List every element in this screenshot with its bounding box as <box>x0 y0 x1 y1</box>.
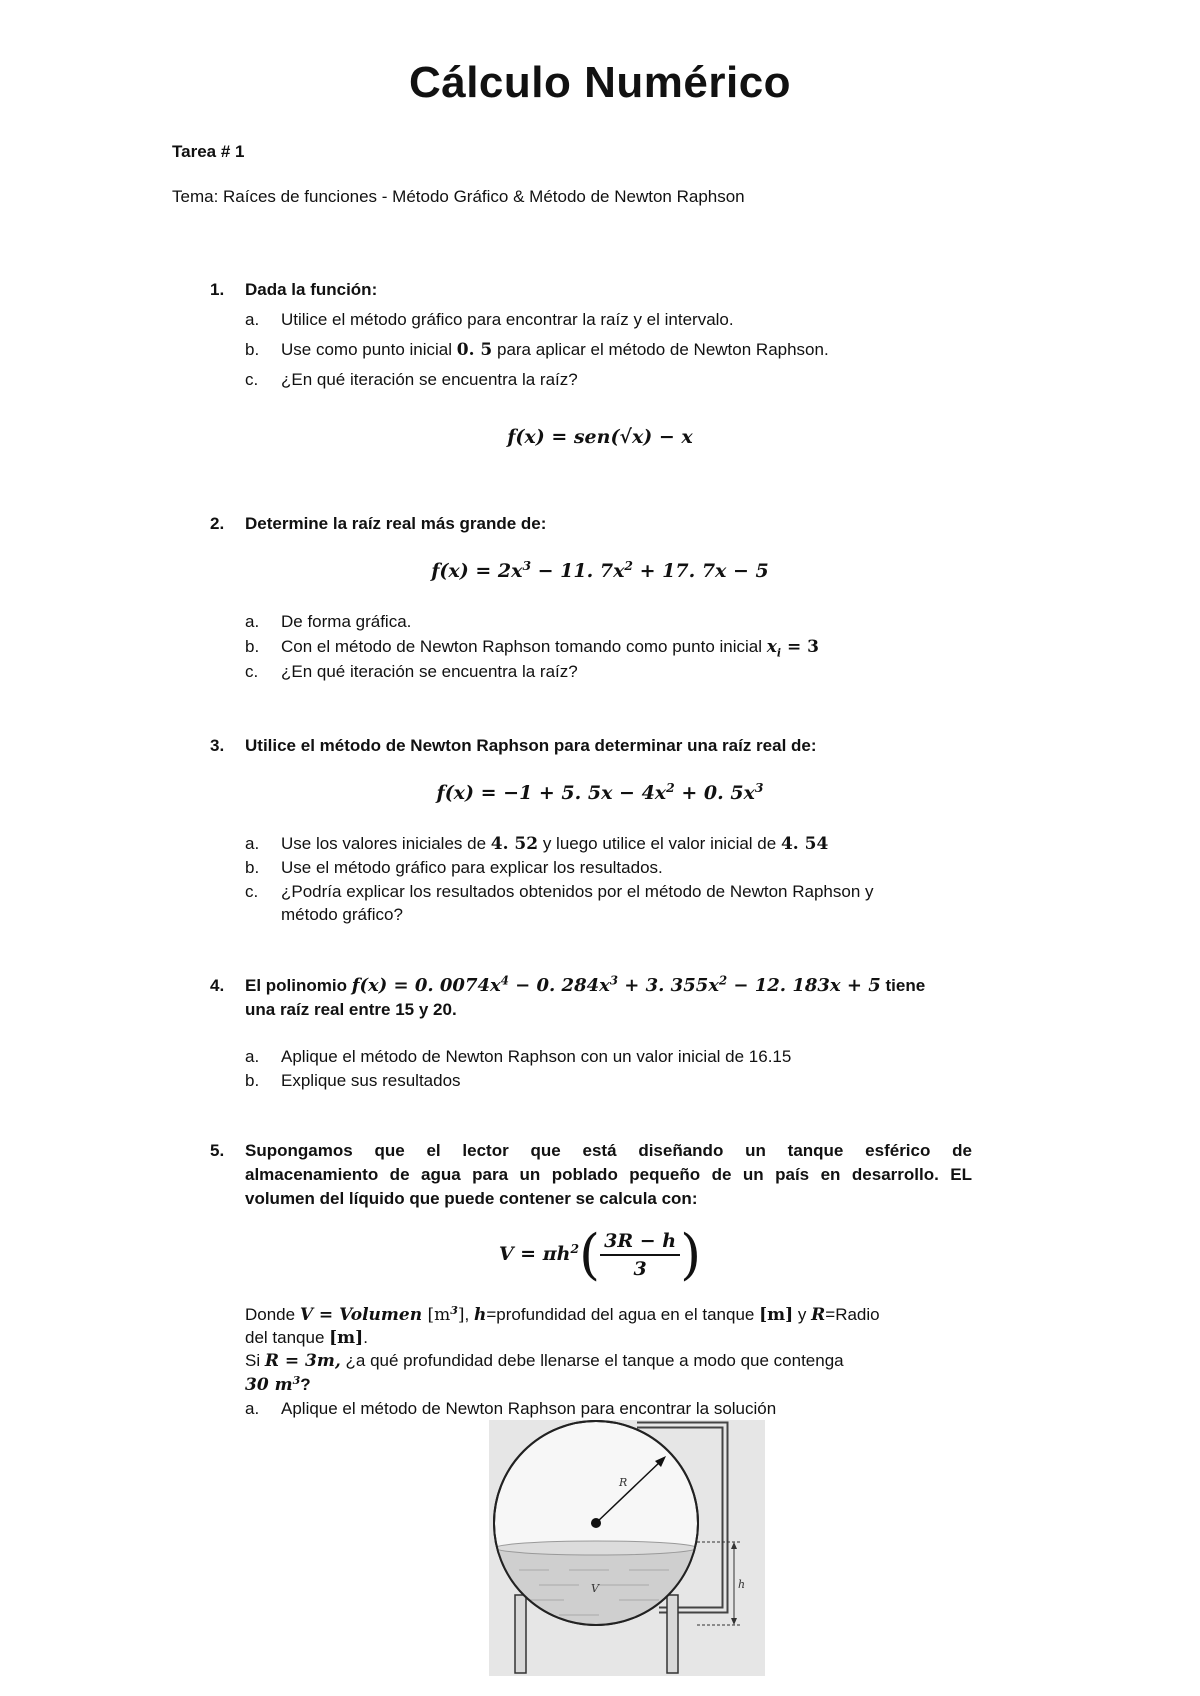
q3-a-letter: a. <box>245 834 260 853</box>
q2-a-letter: a. <box>245 612 260 631</box>
q2-number: 2. <box>210 514 225 533</box>
q1-a-letter: a. <box>245 310 260 329</box>
q4-statement: El polinomio f(x) = 0. $0074x^4 - 0$. $284x^3 + 3$. $355x^2 - 12$. 183x + 5 tiene <box>245 973 926 996</box>
tank-leg-right <box>667 1595 678 1673</box>
q1-c-text: ¿En qué iteración se encuentra la raíz? <box>281 370 578 389</box>
height-label: h <box>738 1578 746 1591</box>
q3-heading: Utilice el método de Newton Raphson para determinar una raíz real de: <box>245 736 817 755</box>
spherical-tank-diagram <box>489 1420 765 1676</box>
q5-fraction: $\frac{3R - h}{3}$ <box>600 1230 680 1280</box>
q2-c-text: ¿En qué iteración se encuentra la raíz? <box>281 662 578 681</box>
q5-formula: $V = \pi h^2$( $\frac{3R - h}{3}$ ) <box>498 1223 702 1286</box>
q2-b-letter: b. <box>245 637 260 656</box>
q3-c-letter: c. <box>245 882 259 901</box>
page-title: Cálculo Numérico <box>408 58 792 107</box>
q5-definitions-line2: del tanque [m]. <box>245 1328 368 1348</box>
q4-a-letter: a. <box>245 1047 260 1066</box>
q3-c-line2: método gráfico? <box>281 905 403 924</box>
tank-leg-left <box>515 1595 526 1673</box>
q2-a-text: De forma gráfica. <box>281 612 412 631</box>
q5-line2: almacenamiento de agua para un poblado pequeño de un país en desarrollo. EL <box>245 1165 972 1184</box>
q3-b-text: Use el método gráfico para explicar los resultados. <box>281 858 663 877</box>
q4-number: 4. <box>210 976 225 995</box>
q3-formula: f(x) = −1 + 5. $5x - 4x^2 + 0$. $5x^3$ <box>436 780 764 804</box>
q5-line1: Supongamos que el lector que está diseñando un tanque esférico de <box>245 1141 972 1160</box>
q5-a-text: Aplique el método de Newton Raphson para encontrar la solución <box>281 1399 777 1418</box>
q2-b-text: Con el método de Newton Raphson tomando como punto inicial $x_i = 3$ <box>281 637 820 660</box>
q1-b-letter: b. <box>245 340 260 359</box>
topic-line: Tema: Raíces de funciones - Método Gráfico & Método de Newton Raphson <box>172 187 745 206</box>
q1-a-text: Utilice el método gráfico para encontrar la raíz y el intervalo. <box>281 310 734 329</box>
q5-definitions-line1: Donde V = Volumen $[m^3]$, h=profundidad del agua en el tanque [m] y R=Radio <box>245 1303 880 1325</box>
q5-number: 5. <box>210 1141 225 1160</box>
q5-question-line2: 30 $m^3$? <box>245 1373 311 1395</box>
q3-b-letter: b. <box>245 858 260 877</box>
q1-number: 1. <box>210 280 225 299</box>
q4-b-letter: b. <box>245 1071 260 1090</box>
q4-statement-line2: una raíz real entre 15 y 20. <box>245 1000 457 1019</box>
q2-formula: $f(x) = 2x^3 - 11$. $7x^2 + 17$. 7x − 5 <box>431 558 769 582</box>
radius-label: R <box>619 1476 628 1489</box>
q4-b-text: Explique sus resultados <box>281 1071 461 1090</box>
q5-a-letter: a. <box>245 1399 260 1418</box>
q3-c-line1: ¿Podría explicar los resultados obtenidos por el método de Newton Raphson y <box>281 882 874 901</box>
q2-heading: Determine la raíz real más grande de: <box>245 514 547 533</box>
volume-label: V <box>591 1582 599 1595</box>
q1-b-text: Use como punto inicial 0. 5 para aplicar el método de Newton Raphson. <box>281 340 829 360</box>
q5-line3: volumen del líquido que puede contener se calcula con: <box>245 1189 698 1208</box>
q3-a-text: Use los valores iniciales de 4. 52 y luego utilice el valor inicial de 4. 54 <box>281 834 829 854</box>
q1-formula: f(x) = sen(√x) − x <box>507 426 693 448</box>
q5-question-line1: Si R = 3m, ¿a qué profundidad debe llenarse el tanque a modo que contenga <box>245 1351 844 1371</box>
q1-heading: Dada la función: <box>245 280 378 299</box>
q2-c-letter: c. <box>245 662 259 681</box>
q1-c-letter: c. <box>245 370 259 389</box>
sphere-center <box>591 1518 601 1528</box>
q3-number: 3. <box>210 736 225 755</box>
q4-a-text: Aplique el método de Newton Raphson con un valor inicial de 16.15 <box>281 1047 792 1066</box>
assignment-number: Tarea # 1 <box>172 142 245 161</box>
